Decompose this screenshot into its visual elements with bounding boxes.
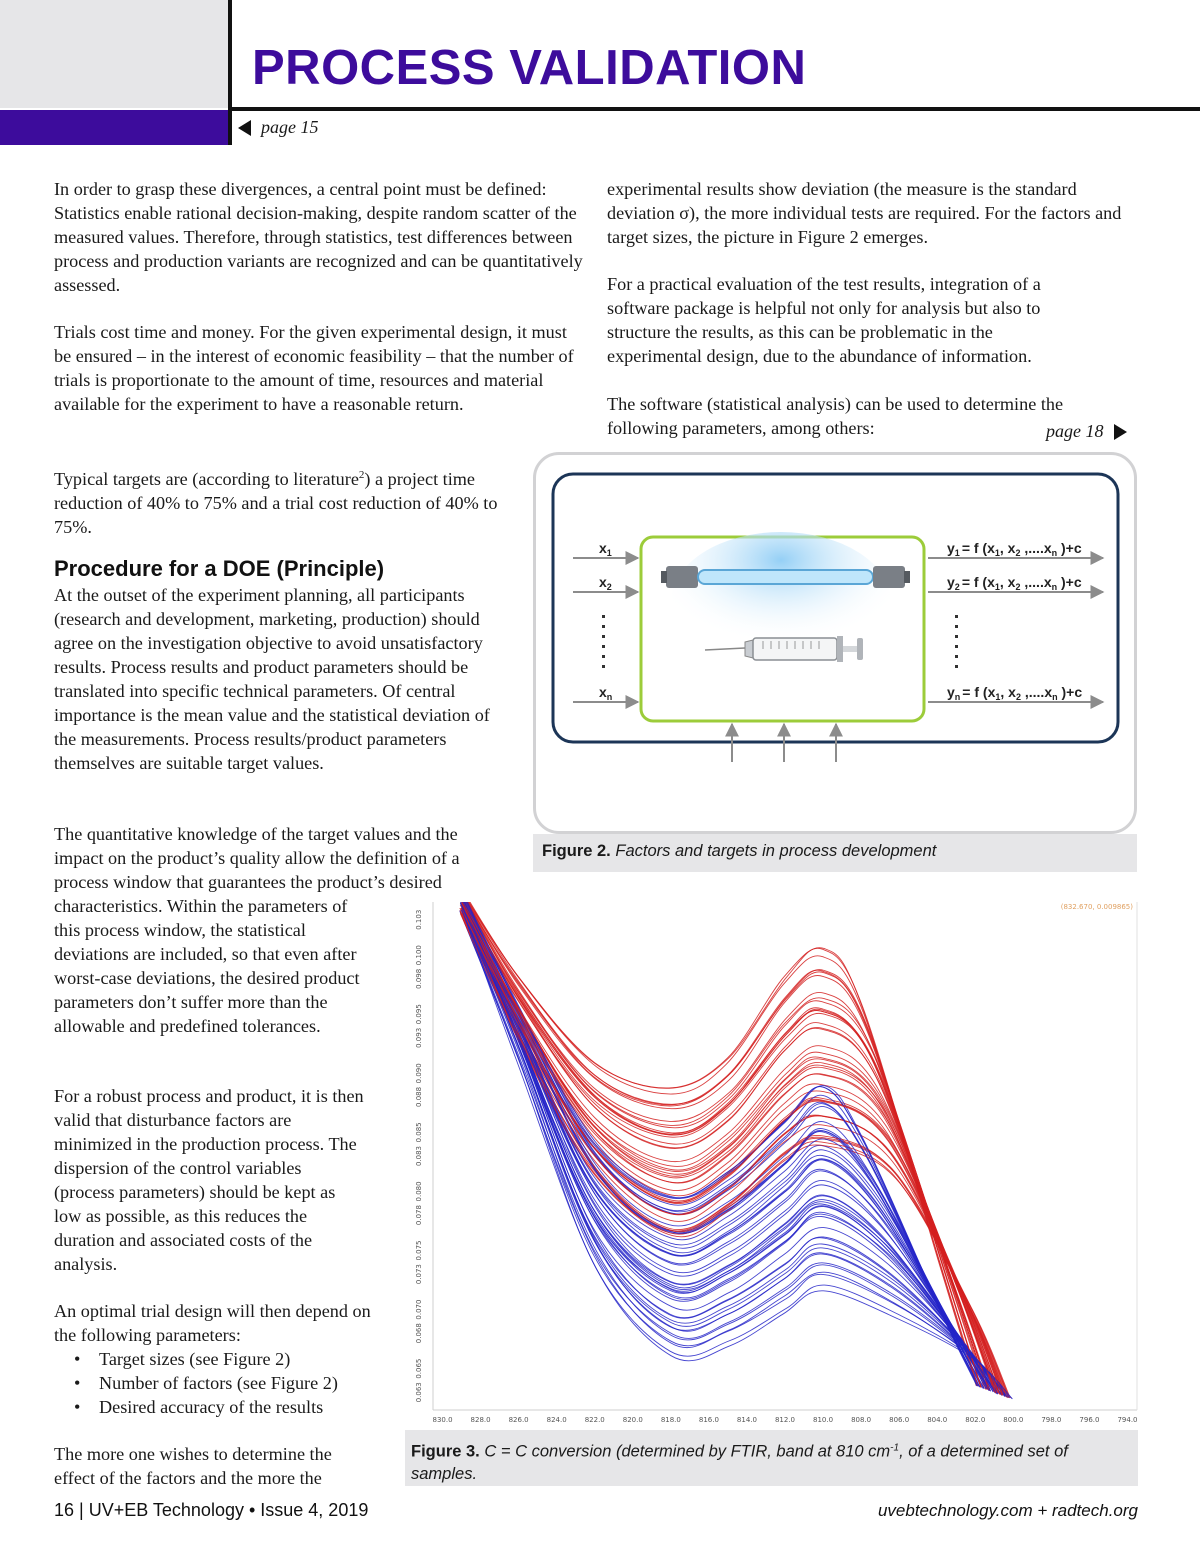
x-tick-label: 808.0 xyxy=(851,1416,872,1424)
right-paragraph-2: For a practical evaluation of the test results, integration of a software package is helpful not only for analysis but also to structure the results, as this can be problematic in the experimental design, due to the abundance of information. xyxy=(607,274,1041,366)
y-tick-label: 0.090 xyxy=(415,1063,423,1084)
y-tick-label: 0.065 xyxy=(415,1358,423,1379)
output-formula: $y_n = f$ ($x_1$, $x_2$ $,....x_n$ )+c xyxy=(947,684,1083,702)
figure-2-caption xyxy=(533,834,1137,872)
x-tick-label: 796.0 xyxy=(1079,1416,1100,1424)
right-paragraph-3: The software (statistical analysis) can be used to determine the following parameters, among others: xyxy=(607,394,1064,438)
x-tick-label: 822.0 xyxy=(584,1416,605,1424)
list-item: • Number of factors (see Figure 2) xyxy=(54,1371,384,1395)
footer-websites[interactable]: uvebtechnology.com + radtech.org xyxy=(877,1501,1138,1520)
left-paragraph-6: For a robust process and product, it is then valid that disturbance factors are minimized in the production process. The dispersion of the control variables (process parameters) should be kept as low as possible, as this reduces the duration and associated costs of the analysis. xyxy=(54,1086,364,1274)
left-paragraph-2: Trials cost time and money. For the given experimental design, it must be ensured – in the interest of economic feasibility – that the number of trials is proportionate to the amount of time, resources and material available for the experiment to have a reasonable return. xyxy=(54,322,574,414)
y-tick-label: 0.103 xyxy=(415,909,423,930)
x-tick-label: 828.0 xyxy=(470,1416,491,1424)
list-item: • Desired accuracy of the results xyxy=(54,1395,384,1419)
y-tick-label: 0.085 xyxy=(415,1122,423,1143)
right-paragraph-1: experimental results show deviation (the measure is the standard deviation σ), the more individual tests are required. For the factors and target sizes, the picture in Figure 2 emerges. xyxy=(607,179,1122,247)
right-arrow-icon xyxy=(1114,424,1127,440)
x-tick-label: 812.0 xyxy=(774,1416,796,1424)
left-paragraph-3 xyxy=(54,463,516,539)
page-title: PROCESS VALIDATION xyxy=(252,41,807,95)
x-tick-label: 824.0 xyxy=(546,1416,567,1424)
figure-2-diagram xyxy=(533,452,1137,834)
x-tick-label: 818.0 xyxy=(660,1416,681,1424)
x-tick-label: 810.0 xyxy=(813,1416,834,1424)
figure-2-caption-label: Figure 2. xyxy=(542,842,611,860)
figure-3-caption xyxy=(405,1430,1138,1486)
figure-3-chart xyxy=(405,898,1140,1428)
y-tick-label: 0.078 xyxy=(415,1205,423,1226)
figure-3-caption-text-b: , of a determined set of samples. xyxy=(411,1442,1068,1483)
output-formula: $y_2 = f$ ($x_1$, $x_2$ $,....x_n$ )+c xyxy=(947,574,1082,592)
left-paragraph-4: At the outset of the experiment planning, all participants (research and development, marketing, production) should agree on the investigation objective to avoid unsatisfactory results. Process results and product parameters should be translated into specific technical parameters. Of central importance is the mean value and the statistical deviation of the measurements. Process results/product parameters themselves are suitable target values. xyxy=(54,585,490,773)
continues-on-link[interactable] xyxy=(1046,421,1127,442)
y-tick-label: 0.075 xyxy=(415,1240,423,1261)
figure-3-caption-text-a: C = C conversion (determined by FTIR, band at 810 cm xyxy=(484,1442,891,1461)
x-tick-label: 820.0 xyxy=(622,1416,643,1424)
footnote-ref: 2 xyxy=(358,469,365,481)
header-gray-block xyxy=(0,0,228,108)
left-paragraph-5-top: The quantitative knowledge of the target values and the impact on the product’s quality allow the definition of a process window that guarantees the product’s desired xyxy=(54,824,460,892)
input-label: $x_n$ xyxy=(599,684,613,702)
x-tick-label: 814.0 xyxy=(736,1416,757,1424)
y-tick-label: 0.100 xyxy=(415,945,423,966)
y-tick-label: 0.068 xyxy=(415,1323,423,1344)
y-tick-label: 0.063 xyxy=(415,1382,423,1403)
x-tick-label: 794.0 xyxy=(1117,1416,1138,1424)
output-formula: $y_1 = f$ ($x_1$, $x_2$ $,....x_n$ )+c xyxy=(947,540,1082,558)
header-purple-bar xyxy=(0,110,228,145)
y-tick-label: 0.083 xyxy=(415,1145,423,1167)
y-tick-label: 0.088 xyxy=(415,1086,423,1107)
cursor-readout: (832.670, 0.009865) xyxy=(1060,903,1133,911)
header-vertical-rule xyxy=(228,0,232,145)
y-tick-label: 0.098 xyxy=(415,968,423,989)
x-tick-label: 804.0 xyxy=(927,1416,948,1424)
x-tick-label: 830.0 xyxy=(432,1416,453,1424)
left-paragraph-7: An optimal trial design will then depend on the following parameters: xyxy=(54,1301,371,1345)
footer-issue: 16 | UV+EB Technology • Issue 4, 2019 xyxy=(54,1500,369,1520)
input-label: $x_2$ xyxy=(599,574,612,592)
left-arrow-icon xyxy=(238,120,251,136)
x-tick-label: 826.0 xyxy=(508,1416,529,1424)
left-paragraph-3-text-b: ) a project time reduction of 40% to 75% and a trial cost reduction of 40% to 75%. xyxy=(54,469,498,538)
left-paragraph-1: In order to grasp these divergences, a central point must be defined: Statistics enable rational decision-making, despite random scatter of the measured values. Therefore, through statistics, test differences between process and production variants are recognized and can be quantitatively assessed. xyxy=(54,179,583,295)
list-item: • Target sizes (see Figure 2) xyxy=(54,1347,384,1371)
header-horizontal-rule xyxy=(228,107,1200,111)
y-tick-label: 0.093 xyxy=(415,1027,423,1048)
x-tick-label: 806.0 xyxy=(889,1416,910,1424)
x-tick-label: 816.0 xyxy=(698,1416,719,1424)
figure-3-caption-sup: -1 xyxy=(890,1442,900,1453)
y-tick-label: 0.070 xyxy=(415,1299,423,1320)
y-tick-label: 0.080 xyxy=(415,1181,423,1202)
left-paragraph-8: The more one wishes to determine the effect of the factors and the more the xyxy=(54,1444,332,1488)
section-heading: Procedure for a DOE (Principle) xyxy=(54,556,385,581)
x-tick-label: 800.0 xyxy=(1003,1416,1024,1424)
left-paragraph-3-text-a: Typical targets are (according to literature xyxy=(54,469,359,490)
left-paragraph-5-bottom: characteristics. Within the parameters of this process window, the statistical deviations are included, so that even after worst-case deviations, the desired product parameters don’t suffer more than the allowable and predefined tolerances. xyxy=(54,896,360,1036)
figure-3-caption-label: Figure 3. xyxy=(411,1442,480,1461)
x-tick-label: 798.0 xyxy=(1041,1416,1062,1424)
continues-on-label: page 18 xyxy=(1046,421,1104,441)
figure-2-caption-text: Factors and targets in process development xyxy=(615,842,937,860)
continued-from-label: page 15 xyxy=(261,117,319,137)
continued-from-link[interactable] xyxy=(238,117,319,138)
parameter-list xyxy=(54,1347,384,1419)
y-tick-label: 0.073 xyxy=(415,1264,423,1285)
x-tick-label: 802.0 xyxy=(965,1416,986,1424)
y-tick-label: 0.095 xyxy=(415,1004,423,1025)
input-label: $x_1$ xyxy=(599,540,612,558)
